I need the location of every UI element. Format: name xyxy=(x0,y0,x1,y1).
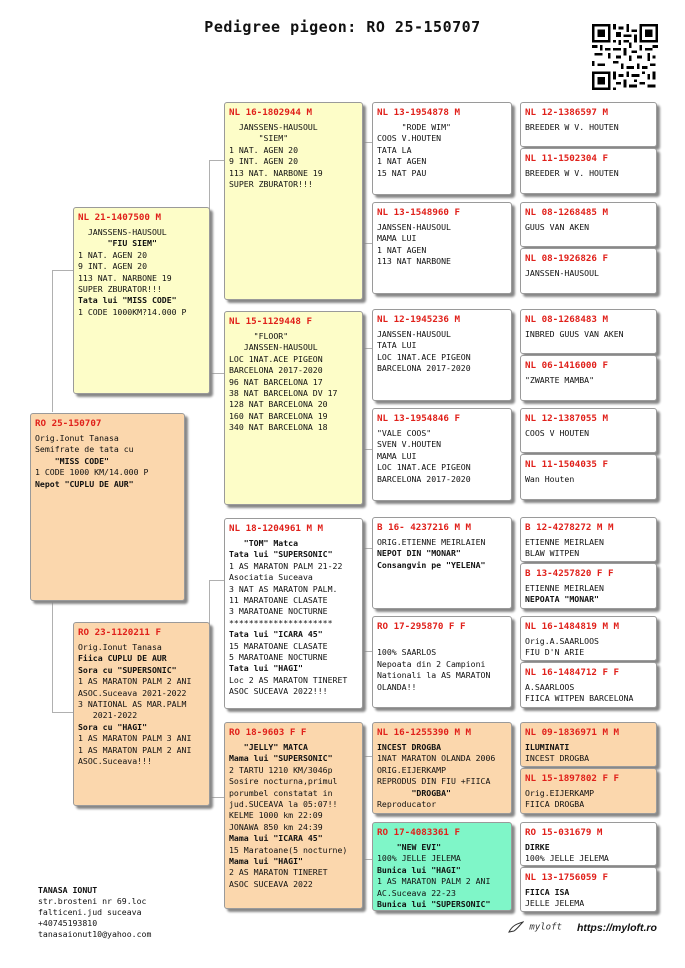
ring-number: NL 13-1954846 F xyxy=(377,413,460,424)
great-grandparent-card[interactable] xyxy=(372,517,512,609)
pedigree-note: KELME 1000 km 22:09 xyxy=(229,810,323,821)
pedigree-note: "NEW EVI" xyxy=(377,842,442,852)
pedigree-note: ETIENNE MEIRLAEN xyxy=(525,583,604,593)
ring-number: RO 15-031679 M xyxy=(525,827,603,838)
pedigree-note: MAMA LUI xyxy=(377,233,417,244)
pedigree-note: ETIENNE MEIRLAEN xyxy=(525,537,604,547)
pedigree-note: 160 NAT BARCELONA 19 xyxy=(229,410,328,421)
pedigree-note: Semifrate de tata cu xyxy=(35,444,134,455)
pedigree-note: 128 NAT BARCELONA 20 xyxy=(229,399,328,410)
ring-number: RO 18-9603 F F xyxy=(229,727,307,738)
pedigree-note: 1 AS MARATON PALM 21-22 xyxy=(229,560,343,571)
pedigree-note: 9 INT. AGEN 20 xyxy=(229,156,299,167)
pedigree-note: LOC 1NAT.ACE PIGEON xyxy=(377,462,471,473)
pedigree-note: Sora cu "HAGI" xyxy=(78,721,148,732)
site-url[interactable]: https://myloft.ro xyxy=(577,922,657,934)
pedigree-note: REPRODUS DIN FIU +FIICA xyxy=(377,776,491,787)
pedigree-note: 113 NAT NARBONE xyxy=(377,256,451,267)
pedigree-note: JANSSEN-HAUSOUL xyxy=(377,329,451,339)
pedigree-note: NEPOT DIN "MONAR" xyxy=(377,548,461,559)
pedigree-note: Bunica lui "HAGI" xyxy=(377,864,461,875)
pedigree-note: 2 TARTU 1210 KM/3046p xyxy=(229,764,333,775)
gggp-card[interactable] xyxy=(520,563,657,609)
pedigree-note: ASOC SUCEAVA 2022!!! xyxy=(229,686,328,697)
ring-number: NL 08-1926826 F xyxy=(525,253,608,264)
ring-number: RO 17-295870 F F xyxy=(377,621,466,632)
owner-name: TANASA IONUT xyxy=(38,885,98,895)
ring-number: NL 21-1407500 M xyxy=(78,212,161,223)
pedigree-note: BREEDER W V. HOUTEN xyxy=(525,122,619,132)
ring-number: NL 16-1255390 M M xyxy=(377,727,472,738)
pedigree-note: 1 NAT AGEN xyxy=(377,156,427,167)
great-grandparent-card[interactable] xyxy=(372,408,512,501)
pedigree-note: Nepoata din 2 Campioni xyxy=(377,658,486,669)
pedigree-note: INCEST DROGBA xyxy=(377,742,442,752)
pedigree-note: Wan Houten xyxy=(525,474,575,484)
ring-number: B 13-4257820 F F xyxy=(525,568,614,579)
pedigree-note: Nepot "CUPLU DE AUR" xyxy=(35,478,134,489)
ring-number: NL 15-1129448 F xyxy=(229,316,312,327)
ring-number: NL 15-1897802 F F xyxy=(525,773,620,784)
pedigree-note: OLANDA!! xyxy=(377,681,417,692)
pedigree-note: 1 CODE 1000KM?14.000 P xyxy=(78,306,187,317)
pedigree-note: Fiica CUPLU DE AUR xyxy=(78,653,167,664)
gggp-card[interactable] xyxy=(520,309,657,354)
ring-number: NL 09-1836971 M M xyxy=(525,727,620,738)
pedigree-note: ASOC.Suceava!!! xyxy=(78,756,152,767)
pedigree-note: Orig.A.SAARLOOS xyxy=(525,636,599,646)
great-grandparent-card[interactable] xyxy=(372,822,512,911)
pedigree-note: Nationali la AS MARATON xyxy=(377,670,491,681)
pedigree-note: Reproducator xyxy=(377,799,437,810)
pedigree-note: BLAW WITPEN xyxy=(525,548,580,559)
ring-number: NL 08-1268483 M xyxy=(525,314,608,325)
pedigree-note: Loc 2 AS MARATON TINERET xyxy=(229,674,348,685)
pedigree-note: Tata lui "SUPERSONIC" xyxy=(229,549,333,560)
pedigree-note: 2021-2022 xyxy=(78,710,138,721)
ring-number: NL 12-1387055 M xyxy=(525,413,608,424)
pedigree-note: "ZWARTE MAMBA" xyxy=(525,375,595,385)
pedigree-note xyxy=(377,636,507,647)
pedigree-note: 38 NAT BARCELONA DV 17 xyxy=(229,388,338,399)
pedigree-note: "DROGBA" xyxy=(377,787,451,798)
pedigree-note: 113 NAT. NARBONE 19 xyxy=(78,272,172,283)
ring-number: NL 18-1204961 M M xyxy=(229,523,324,534)
pedigree-note: Bunica lui "SUPERSONIC" xyxy=(377,899,491,910)
qr-code xyxy=(592,24,658,90)
pedigree-note: Asociatia Suceava xyxy=(229,572,313,583)
pedigree-note: Tata lui "HAGI" xyxy=(229,663,303,674)
ring-number: NL 08-1268485 M xyxy=(525,207,608,218)
pedigree-note: INCEST DROGBA xyxy=(525,753,590,764)
pedigree-note: JANSSEN-HAUSOUL xyxy=(377,222,451,232)
pedigree-note: porumbel constatat in xyxy=(229,787,333,798)
pedigree-note: 11 MARATOANE CLASATE xyxy=(229,595,328,606)
owner-address-line: falticeni.jud suceava xyxy=(38,907,142,917)
pedigree-note: 2 AS MARATON TINERET xyxy=(229,867,328,878)
ring-number: NL 16-1484712 F F xyxy=(525,667,620,678)
pedigree-note: 1 AS MARATON PALM 2 ANI xyxy=(78,676,192,687)
pedigree-note: TATA LA xyxy=(377,144,412,155)
great-grandparent-card[interactable] xyxy=(372,309,512,401)
owner-phone: +40745193810 xyxy=(38,918,98,928)
great-grandparent-card[interactable] xyxy=(372,102,512,195)
gggp-card[interactable] xyxy=(520,768,657,814)
pedigree-note: Orig.Ionut Tanasa xyxy=(78,642,162,652)
pedigree-note: "RODE WIM" xyxy=(377,122,451,132)
pedigree-note: 1 AS MARATON PALM 2 ANI xyxy=(78,744,192,755)
pedigree-note: NEPOATA "MONAR" xyxy=(525,594,599,605)
pigeon-icon xyxy=(508,920,524,934)
gggp-card[interactable] xyxy=(520,517,657,562)
page-title: Pedigree pigeon: RO 25-150707 xyxy=(204,18,481,36)
pedigree-note: 1 NAT. AGEN 20 xyxy=(78,249,148,260)
subject-pigeon-card[interactable] xyxy=(30,413,185,601)
ring-number: B 16- 4237216 M M xyxy=(377,522,472,533)
pedigree-note: BARCELONA 2017-2020 xyxy=(377,473,471,484)
gggp-card[interactable] xyxy=(520,202,657,247)
gggp-card[interactable] xyxy=(520,454,657,500)
great-grandparent-card[interactable] xyxy=(372,202,512,294)
pedigree-note: SVEN V.HOUTEN xyxy=(377,439,442,450)
ring-number: NL 11-1502304 F xyxy=(525,153,608,164)
gggp-card[interactable] xyxy=(520,355,657,401)
pedigree-note: ASOC.Suceava 2021-2022 xyxy=(78,687,187,698)
pedigree-note: Tata lui "ICARA 45" xyxy=(229,629,323,640)
ring-number: NL 16-1484819 M M xyxy=(525,621,620,632)
granddam-maternal-card[interactable] xyxy=(224,722,363,909)
owner-address-line: str.brosteni nr 69.loc xyxy=(38,896,147,906)
pedigree-note: 1 CODE 1000 KM/14.000 P xyxy=(35,467,149,478)
pedigree-note: 15 Maratoane(5 nocturne) xyxy=(229,844,348,855)
pedigree-note: "FLOOR" xyxy=(229,331,289,341)
pedigree-note: Sora cu "SUPERSONIC" xyxy=(78,664,177,675)
pedigree-note: A.SAARLOOS xyxy=(525,682,575,692)
pedigree-note: 1 AS MARATON PALM 2 ANI xyxy=(377,876,491,887)
pedigree-note: Consangvin pe "YELENA" xyxy=(377,559,486,570)
pedigree-note: GUUS VAN AKEN xyxy=(525,222,590,232)
dam-card[interactable] xyxy=(73,622,210,806)
pedigree-note: ORIG.EIJERKAMP xyxy=(377,764,447,775)
pedigree-note: JONAWA 850 km 24:39 xyxy=(229,821,323,832)
pedigree-note: ASOC SUCEAVA 2022 xyxy=(229,878,313,889)
pedigree-note: JANSSEN-HAUSOUL xyxy=(525,268,599,278)
pedigree-note: jud.SUCEAVA la 05:07!! xyxy=(229,799,338,810)
pedigree-note: ILUMINATI xyxy=(525,742,570,752)
ring-number: B 12-4278272 M M xyxy=(525,522,614,533)
gggp-card[interactable] xyxy=(520,248,657,294)
pedigree-note: 340 NAT BARCELONA 18 xyxy=(229,422,328,433)
pedigree-note: COOS V.HOUTEN xyxy=(377,133,442,144)
gggp-card[interactable] xyxy=(520,148,657,194)
ring-number: NL 13-1756059 F xyxy=(525,872,608,883)
pedigree-note: "FIU SIEM" xyxy=(78,238,157,249)
grandsire-maternal-card[interactable] xyxy=(224,518,363,709)
pedigree-note: FIICA ISA xyxy=(525,887,570,897)
pedigree-note: TATA LUI xyxy=(377,340,417,351)
pedigree-note: Tata lui "MISS CODE" xyxy=(78,295,177,306)
pedigree-note: Orig.Ionut Tanasa xyxy=(35,433,119,443)
pedigree-note: Sosire nocturna,primul xyxy=(229,776,338,787)
ring-number: NL 13-1548960 F xyxy=(377,207,460,218)
logo-text: myloft xyxy=(529,922,562,933)
pedigree-note: FIICA WITPEN BARCELONA xyxy=(525,693,634,704)
pedigree-note: DIRKE xyxy=(525,842,550,852)
ring-number: NL 12-1945236 M xyxy=(377,314,460,325)
pedigree-note: 5 MARATOANE NOCTURNE xyxy=(229,652,328,663)
pedigree-note: INBRED GUUS VAN AKEN xyxy=(525,329,624,339)
ring-number: NL 11-1504035 F xyxy=(525,459,608,470)
gggp-card[interactable] xyxy=(520,722,657,767)
grandsire-paternal-card[interactable] xyxy=(224,102,363,300)
ring-number: NL 16-1802944 M xyxy=(229,107,312,118)
pedigree-note: 100% SAARLOS xyxy=(377,647,437,658)
pedigree-note: AC.Suceava 22-23 xyxy=(377,887,456,898)
pedigree-note: Mama lui "SUPERSONIC" xyxy=(229,753,333,764)
pedigree-note: "MISS CODE" xyxy=(35,455,109,466)
pedigree-note: LOC 1NAT.ACE PIGEON xyxy=(229,353,323,364)
pedigree-note: FIU D'N ARIE xyxy=(525,647,585,658)
pedigree-note: SUPER ZBURATOR!!! xyxy=(78,284,162,295)
gggp-card[interactable] xyxy=(520,408,657,453)
pedigree-note: 96 NAT BARCELONA 17 xyxy=(229,376,323,387)
pedigree-note: MAMA LUI xyxy=(377,450,417,461)
ring-number: RO 25-150707 xyxy=(35,418,102,429)
pedigree-note: 9 INT. AGEN 20 xyxy=(78,261,148,272)
gggp-card[interactable] xyxy=(520,867,657,912)
pedigree-note: ORIG.ETIENNE MEIRLAIEN xyxy=(377,537,486,547)
ring-number: NL 06-1416000 F xyxy=(525,360,608,371)
pedigree-note: JANSSENS-HAUSOUL xyxy=(78,227,167,237)
myloft-logo xyxy=(508,920,562,934)
pedigree-note: BREEDER W V. HOUTEN xyxy=(525,168,619,178)
pedigree-note: 1NAT MARATON OLANDA 2006 xyxy=(377,753,496,764)
pedigree-note: JANSSEN-HAUSOUL xyxy=(229,342,318,353)
pedigree-note: FIICA DROGBA xyxy=(525,799,585,810)
ring-number: NL 12-1386597 M xyxy=(525,107,608,118)
pedigree-note: JELLE JELEMA xyxy=(525,898,585,909)
pedigree-note: Mama lui "HAGI" xyxy=(229,856,303,867)
pedigree-note: ********************* xyxy=(229,617,333,628)
pedigree-note: Mama lui "ICARA 45" xyxy=(229,833,323,844)
gggp-card[interactable] xyxy=(520,822,657,866)
pedigree-note: "TOM" Matca xyxy=(229,538,299,548)
pedigree-note: "JELLY" MATCA xyxy=(229,742,308,752)
pedigree-note: 3 MARATOANE NOCTURNE xyxy=(229,606,328,617)
pedigree-note: JANSSENS-HAUSOUL xyxy=(229,122,318,132)
pedigree-note: 100% JELLE JELEMA xyxy=(525,853,609,864)
pedigree-note: 100% JELLE JELEMA xyxy=(377,853,461,864)
pedigree-note: "VALE COOS" xyxy=(377,428,432,438)
pedigree-note: 15 MARATOANE CLASATE xyxy=(229,640,328,651)
granddam-paternal-card[interactable] xyxy=(224,311,363,505)
gggp-card[interactable] xyxy=(520,616,657,661)
pedigree-note: 3 NATIONAL AS MAR.PALM xyxy=(78,699,187,710)
pedigree-note: BARCELONA 2017-2020 xyxy=(377,363,471,374)
gggp-card[interactable] xyxy=(520,662,657,708)
owner-email: tanasaionut10@yahoo.com xyxy=(38,929,152,939)
owner-info xyxy=(38,885,151,940)
pedigree-note: 1 NAT. AGEN 20 xyxy=(229,144,299,155)
pedigree-note: LOC 1NAT.ACE PIGEON xyxy=(377,351,471,362)
pedigree-note: 3 NAT AS MARATON PALM. xyxy=(229,583,338,594)
pedigree-note: COOS V HOUTEN xyxy=(525,428,590,438)
sire-card[interactable] xyxy=(73,207,210,394)
pedigree-note: 1 NAT AGEN xyxy=(377,244,427,255)
pedigree-note: SUPER ZBURATOR!!! xyxy=(229,179,313,190)
pedigree-note: 15 NAT PAU xyxy=(377,167,427,178)
pedigree-note: "SIEM" xyxy=(229,133,289,144)
gggp-card[interactable] xyxy=(520,102,657,147)
great-grandparent-card[interactable] xyxy=(372,616,512,708)
pedigree-note: 1 AS MARATON PALM 3 ANI xyxy=(78,733,192,744)
ring-number: RO 17-4083361 F xyxy=(377,827,460,838)
ring-number: RO 23-1120211 F xyxy=(78,627,161,638)
great-grandparent-card[interactable] xyxy=(372,722,512,814)
pedigree-note: BARCELONA 2017-2020 xyxy=(229,365,323,376)
pedigree-note: 113 NAT. NARBONE 19 xyxy=(229,167,323,178)
pedigree-note: Orig.EIJERKAMP xyxy=(525,788,595,798)
ring-number: NL 13-1954878 M xyxy=(377,107,460,118)
